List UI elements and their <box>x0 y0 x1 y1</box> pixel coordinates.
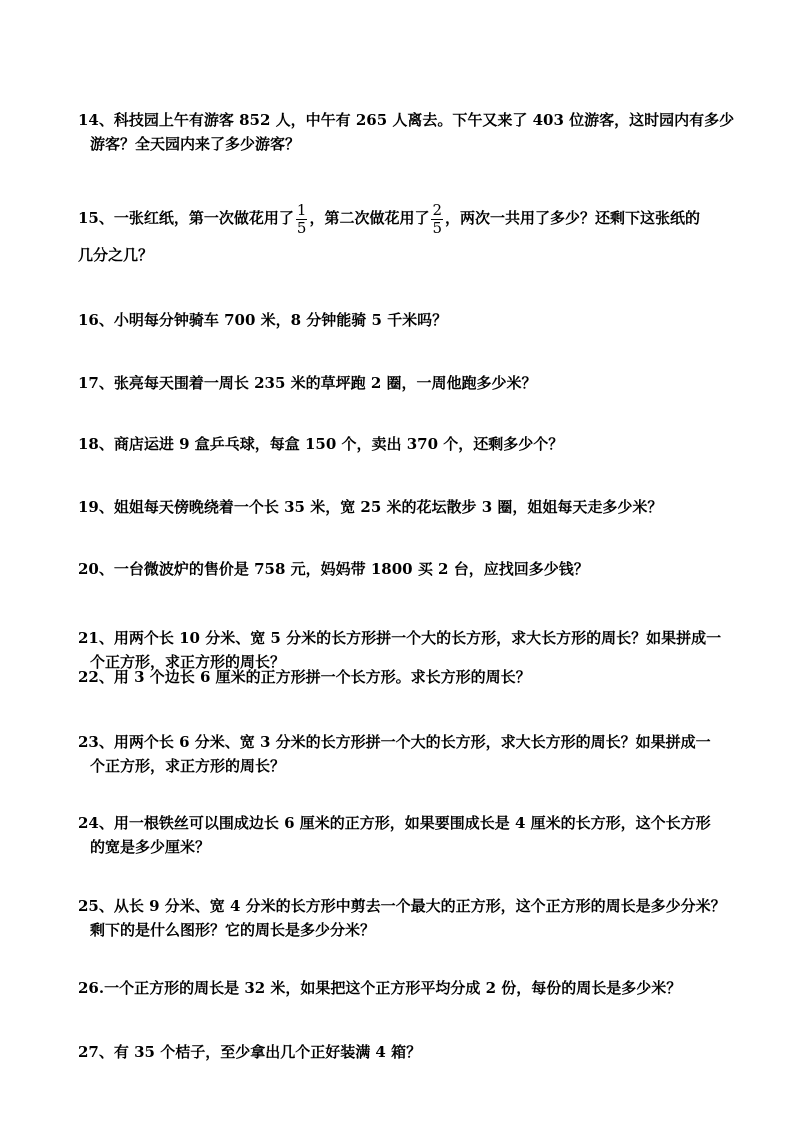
question-text: ，第二次做花用了 <box>309 209 430 227</box>
question-text: 27、有 35 个桔子，至少拿出几个正好装满 4 箱？ <box>78 1043 422 1061</box>
question-22 <box>78 665 742 689</box>
fraction-numerator: 2 <box>432 200 442 219</box>
question-24 <box>78 811 742 859</box>
question-text: 22、用 3 个边长 6 厘米的正方形拼一个长方形。求长方形的周长？ <box>78 668 531 686</box>
question-26 <box>78 976 742 1000</box>
question-14 <box>78 108 742 156</box>
fraction-two-fifths <box>431 202 443 237</box>
question-text: 15、一张红纸，第一次做花用了 <box>78 209 294 227</box>
question-19 <box>78 495 742 519</box>
question-text-continued: 的宽是多少厘米？ <box>90 838 211 856</box>
question-text: 17、张亮每天围着一周长 235 米的草坪跑 2 圈，一周他跑多少米？ <box>78 374 537 392</box>
fraction-denominator: 5 <box>432 218 442 237</box>
question-text: 23、用两个长 6 分米、宽 3 分米的长方形拼一个大的长方形，求大长方形的周长？如果拼成一 <box>78 733 711 751</box>
question-27 <box>78 1040 742 1064</box>
question-15 <box>78 198 742 267</box>
question-16 <box>78 308 742 332</box>
fraction-numerator: 1 <box>296 200 307 219</box>
question-text-continued: 个正方形，求正方形的周长？ <box>90 757 286 775</box>
fraction-one-fifth <box>296 202 308 237</box>
question-text: 18、商店运进 9 盒乒乓球，每盒 150 个，卖出 370 个，还剩多少个？ <box>78 435 564 453</box>
question-23 <box>78 730 742 778</box>
question-text: 26.一个正方形的周长是 32 米，如果把这个正方形平均分成 2 份，每份的周长是多少米？ <box>78 979 682 997</box>
fraction-denominator: 5 <box>296 218 307 237</box>
question-text: 25、从长 9 分米、宽 4 分米的长方形中剪去一个最大的正方形，这个正方形的周长是多少分米？ <box>78 897 726 915</box>
question-text: 20、一台微波炉的售价是 758 元，妈妈带 1800 买 2 台，应找回多少钱？ <box>78 560 589 578</box>
question-text: 14、科技园上午有游客 852 人，中午有 265 人离去。下午又来了 403 位游客，这时园内有多少 <box>78 111 735 129</box>
question-text-continued: 剩下的是什么图形？它的周长是多少分米？ <box>90 921 376 939</box>
question-text: 16、小明每分钟骑车 700 米，8 分钟能骑 5 千米吗？ <box>78 311 448 329</box>
question-text: ，两次一共用了多少？还剩下这张纸的 <box>445 209 701 227</box>
question-text-continued: 几分之几？ <box>78 246 154 264</box>
question-text: 19、姐姐每天傍晚绕着一个长 35 米，宽 25 米的花坛散步 3 圈，姐姐每天走多少米？ <box>78 498 663 516</box>
question-25 <box>78 894 742 942</box>
question-text: 24、用一根铁丝可以围成边长 6 厘米的正方形，如果要围成长是 4 厘米的长方形，这个长方形 <box>78 814 711 832</box>
question-text-continued: 个正方形，求正方形的周长？ <box>90 653 286 671</box>
question-18 <box>78 432 742 456</box>
question-text: 21、用两个长 10 分米、宽 5 分米的长方形拼一个大的长方形，求大长方形的周长？如果拼成一 <box>78 629 722 647</box>
question-text-continued: 游客？全天园内来了多少游客？ <box>90 135 301 153</box>
question-17 <box>78 371 742 395</box>
question-20 <box>78 557 742 581</box>
